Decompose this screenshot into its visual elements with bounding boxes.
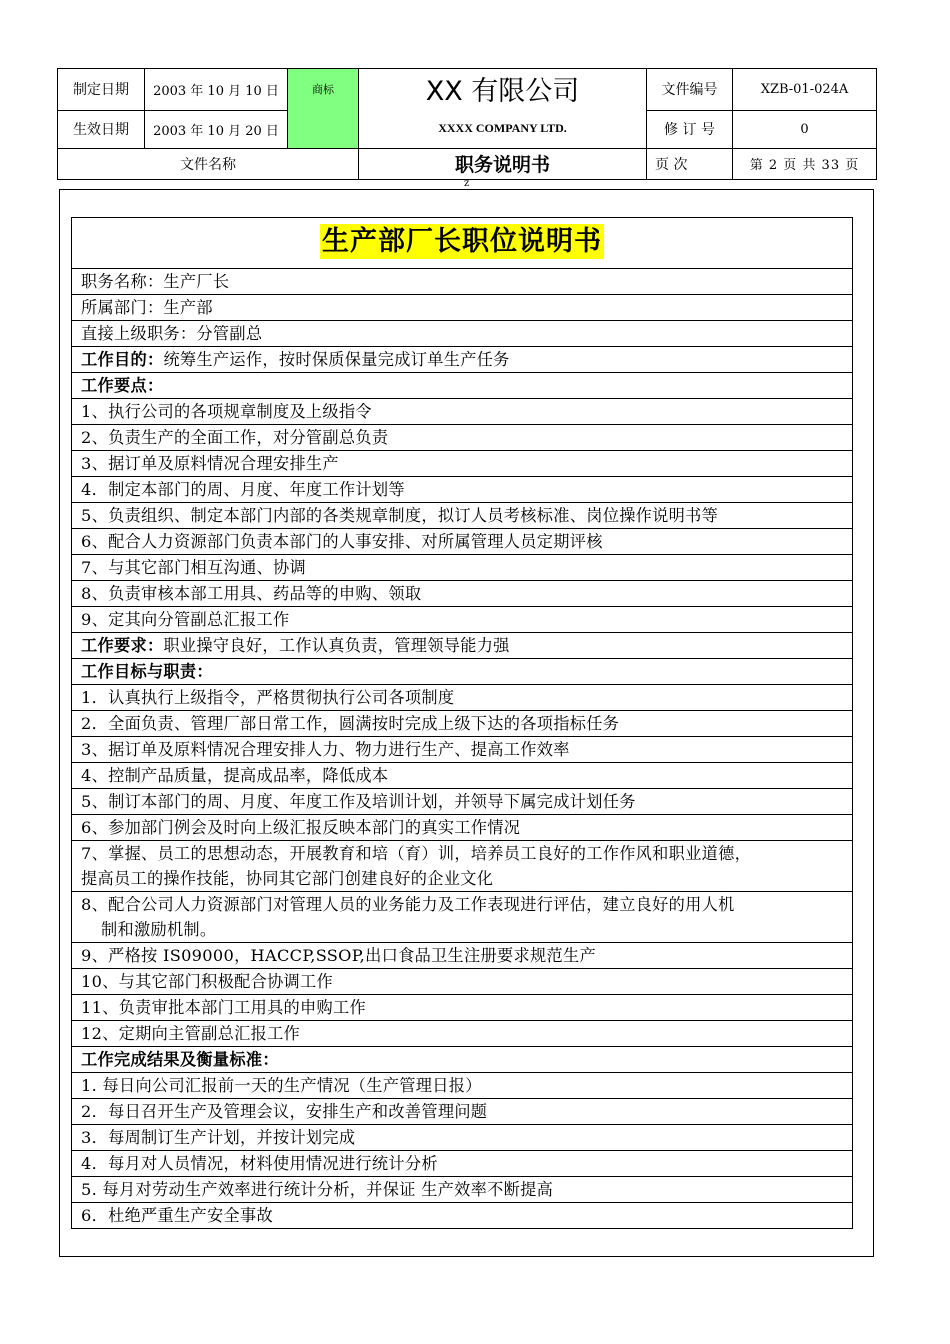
title-row — [72, 218, 853, 269]
objective-item-8-line-1: 8、配合公司人力资源部门对管理人员的业务能力及工作表现进行评估，建立良好的用人机 — [81, 895, 735, 914]
objective-item: 4、控制产品质量，提高成品率，降低成本 — [72, 763, 853, 789]
objective-item: 9、严格按 IS09000，HACCP,SSOP,出口食品卫生注册要求规范生产 — [72, 943, 853, 969]
objective-item: 10、与其它部门积极配合协调工作 — [72, 969, 853, 995]
doc-title: 职务说明书 — [359, 148, 647, 179]
result-item: 3．每周制订生产计划，并按计划完成 — [72, 1125, 853, 1151]
key-point-item: 6、配合人力资源部门负责本部门的人事安排、对所属管理人员定期评核 — [72, 529, 853, 555]
result-item: 4．每月对人员情况，材料使用情况进行统计分析 — [72, 1151, 853, 1177]
result-item: 5. 每月对劳动生产效率进行统计分析，并保证 生产效率不断提高 — [72, 1177, 853, 1203]
company-name-en: XXXX COMPANY LTD. — [359, 110, 647, 148]
objective-item — [72, 841, 853, 892]
key-point-item: 1、执行公司的各项规章制度及上级指令 — [72, 399, 853, 425]
page-info: 第 2 页 共 33 页 — [733, 148, 877, 179]
logo-box — [288, 69, 359, 149]
result-item: 6．杜绝严重生产安全事故 — [72, 1203, 853, 1229]
doc-no-label: 文件编号 — [647, 69, 733, 111]
objective-item: 2．全面负责、管理厂部日常工作，圆满按时完成上级下达的各项指标任务 — [72, 711, 853, 737]
objective-item: 12、定期向主管副总汇报工作 — [72, 1021, 853, 1047]
objective-item: 6、参加部门例会及时向上级汇报反映本部门的真实工作情况 — [72, 815, 853, 841]
requirements-text: 职业操守良好，工作认真负责，管理领导能力强 — [163, 636, 510, 655]
purpose-text: 统筹生产运作，按时保质保量完成订单生产任务 — [163, 350, 510, 369]
company-name: XX 有限公司 — [359, 69, 647, 111]
doc-no: XZB-01-024A — [733, 69, 877, 111]
job-description-table — [71, 217, 853, 1229]
z-mark: z — [464, 178, 470, 189]
effective-date: 2003 年 10 月 20 日 — [145, 110, 288, 148]
key-points-heading: 工作要点： — [72, 373, 853, 399]
revision: 0 — [733, 110, 877, 148]
purpose-label: 工作目的： — [81, 350, 164, 369]
key-point-item: 2、负责生产的全面工作，对分管副总负责 — [72, 425, 853, 451]
file-name-label: 文件名称 — [58, 148, 359, 179]
objective-item-7-line-1: 7、掌握、员工的思想动态，开展教育和培（育）训，培养员工良好的工作作风和职业道德， — [81, 844, 752, 863]
position-name: 职务名称：生产厂长 — [72, 269, 853, 295]
objective-item: 11、负责审批本部门工用具的申购工作 — [72, 995, 853, 1021]
job-title: 生产部厂长职位说明书 — [322, 226, 602, 257]
superior: 直接上级职务：分管副总 — [72, 321, 853, 347]
requirements-label: 工作要求： — [81, 636, 164, 655]
requirements-row — [72, 633, 853, 659]
logo-label: 商标 — [312, 83, 334, 96]
key-point-item: 9、定其向分管副总汇报工作 — [72, 607, 853, 633]
issue-date-label: 制定日期 — [58, 69, 145, 111]
objective-item — [72, 892, 853, 943]
objective-item-7-line-2: 提高员工的操作技能，协同其它部门创建良好的企业文化 — [81, 869, 494, 888]
key-point-item: 3、据订单及原料情况合理安排生产 — [72, 451, 853, 477]
objective-item: 1．认真执行上级指令，严格贯彻执行公司各项制度 — [72, 685, 853, 711]
objective-item-8-line-2: 制和激励机制。 — [101, 920, 217, 939]
objective-item: 3、据订单及原料情况合理安排人力、物力进行生产、提高工作效率 — [72, 737, 853, 763]
revision-label: 修 订 号 — [647, 110, 733, 148]
effective-date-label: 生效日期 — [58, 110, 145, 148]
result-item: 1. 每日向公司汇报前一天的生产情况（生产管理日报） — [72, 1073, 853, 1099]
department: 所属部门：生产部 — [72, 295, 853, 321]
issue-date: 2003 年 10 月 10 日 — [145, 69, 288, 111]
results-heading: 工作完成结果及衡量标准： — [72, 1047, 853, 1073]
page-label: 页 次 — [647, 148, 733, 179]
purpose-row — [72, 347, 853, 373]
result-item: 2．每日召开生产及管理会议，安排生产和改善管理问题 — [72, 1099, 853, 1125]
objective-item: 5、制订本部门的周、月度、年度工作及培训计划，并领导下属完成计划任务 — [72, 789, 853, 815]
objectives-heading: 工作目标与职责： — [72, 659, 853, 685]
key-point-item: 7、与其它部门相互沟通、协调 — [72, 555, 853, 581]
key-point-item: 8、负责审核本部工用具、药品等的申购、领取 — [72, 581, 853, 607]
key-point-item: 4．制定本部门的周、月度、年度工作计划等 — [72, 477, 853, 503]
document-header — [57, 68, 877, 180]
key-point-item: 5、负责组织、制定本部门内部的各类规章制度，拟订人员考核标准、岗位操作说明书等 — [72, 503, 853, 529]
